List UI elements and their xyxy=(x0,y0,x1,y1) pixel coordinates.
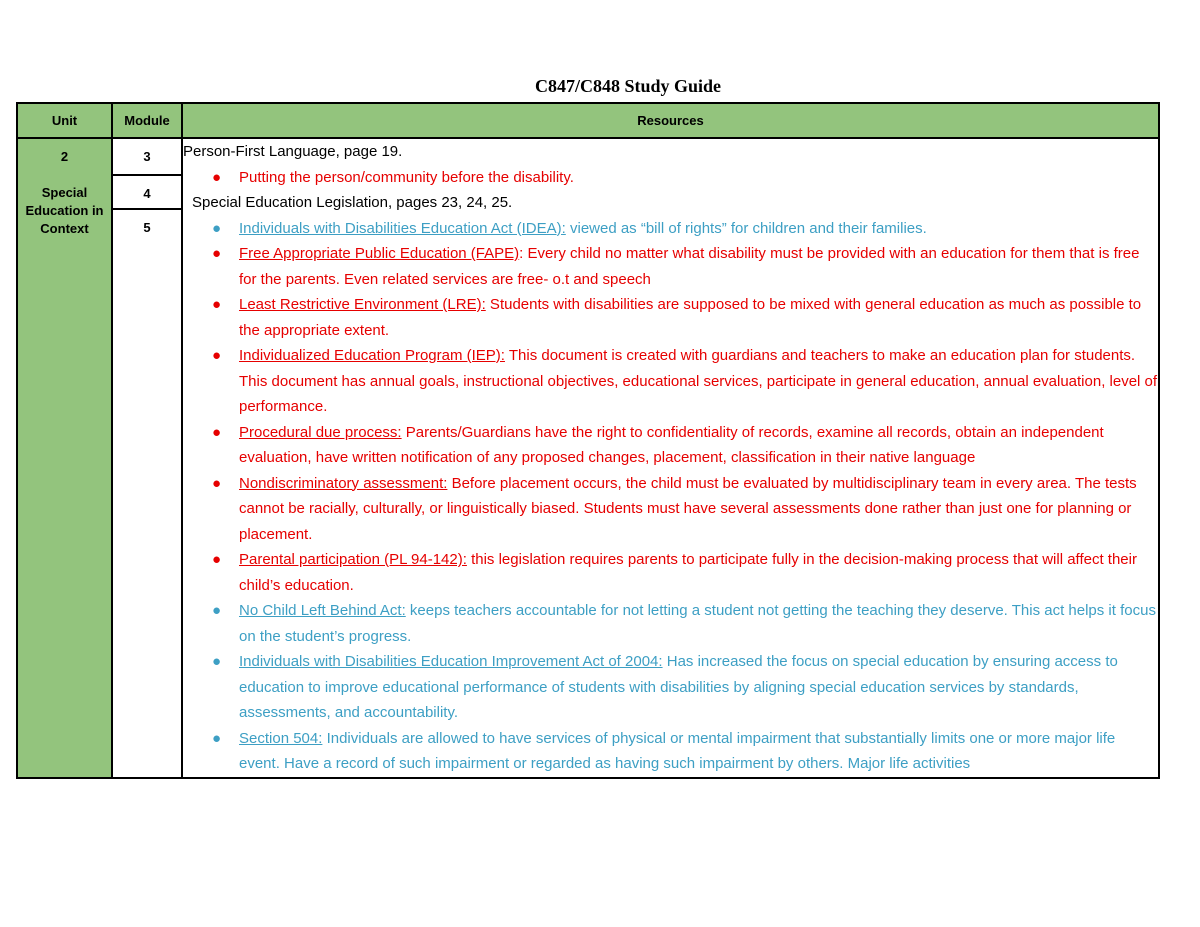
bullet-icon: ● xyxy=(212,551,222,568)
legislation-term: No Child Left Behind Act: xyxy=(239,602,406,619)
bullet-icon: ● xyxy=(212,423,222,441)
bullet-icon: ● xyxy=(212,602,222,619)
legislation-description: This document is created with guardians and teachers to make an education plan for students. This document has annual goals, instructional objectives, educational services, participate in general education, annual evaluation, level of performance. xyxy=(239,347,1158,415)
bullet-icon: ● xyxy=(212,219,222,237)
bullet-icon: ● xyxy=(212,245,222,262)
module-header: Module xyxy=(112,103,182,138)
legislation-term: Individuals with Disabilities Education Act (IDEA): xyxy=(239,219,566,237)
bullet-icon: ● xyxy=(212,729,222,747)
bullet-icon: ● xyxy=(212,474,222,492)
legislation-description: Individuals are allowed to have services of physical or mental impairment that substantially limits one or more major life event. Have a record of such impairment or regarded as having such impairment by others. Major life activities xyxy=(239,729,1116,772)
legislation-description: : Every child no matter what disability must be provided with an education for them that is free for the parents. Even related services are free- o.t and speech xyxy=(239,245,1140,288)
legislation-term: Least Restrictive Environment (LRE): xyxy=(239,296,486,313)
study-guide-table xyxy=(16,102,1160,779)
unit-cell xyxy=(17,138,112,778)
legislation-description: Has increased the focus on special education by ensuring access to education to improve educational performance of students with disabilities by aligning special education services by standards, assessments, and accountability. xyxy=(239,653,1118,721)
legislation-description: keeps teachers accountable for not letting a student not getting the teaching they deserve. This act helps it focus on the student’s progress. xyxy=(239,602,1156,645)
legislation-term: Section 504: xyxy=(239,729,323,747)
legislation-description: Parents/Guardians have the right to confidentiality of records, examine all records, obtain an independent evaluation, have written notification of any proposed changes, placement, classification in their native language xyxy=(239,423,1104,466)
legislation-term: Individualized Education Program (IEP): xyxy=(239,347,505,364)
bullet-icon: ● xyxy=(212,347,222,364)
legislation-description: Before placement occurs, the child must be evaluated by multidisciplinary team in every area. The tests cannot be racially, culturally, or linguistically biased. Students must have several assessments done rather than just one for planning or placement. xyxy=(239,474,1137,543)
document-title: C847/C848 Study Guide xyxy=(534,76,722,96)
legislation-term: Free Appropriate Public Education (FAPE) xyxy=(239,245,520,262)
list-item xyxy=(212,241,1158,292)
resources-header: Resources xyxy=(182,103,1159,138)
module-number: 5 xyxy=(143,220,151,235)
list-item xyxy=(212,547,1158,598)
header-row xyxy=(17,103,1159,138)
unit-header: Unit xyxy=(17,103,112,138)
unit-number: 2 xyxy=(60,149,69,164)
module-number: 3 xyxy=(113,139,181,176)
content-row xyxy=(17,138,1159,778)
list-item xyxy=(212,649,1158,726)
bullet-icon: ● xyxy=(212,296,222,313)
section1-list xyxy=(183,165,1158,191)
legislation-term: Parental participation (PL 94-142): xyxy=(239,551,467,568)
section-heading: Special Education Legislation, pages 23, 24, 25. xyxy=(192,194,513,211)
module-cell xyxy=(112,138,182,778)
list-item xyxy=(212,420,1158,471)
list-item xyxy=(212,471,1158,548)
legislation-list xyxy=(183,216,1158,777)
list-item xyxy=(212,165,1158,191)
legislation-term: Nondiscriminatory assessment: xyxy=(239,474,448,492)
legislation-description: viewed as “bill of rights” for children and their families. xyxy=(565,219,927,237)
list-item xyxy=(212,292,1158,343)
unit-name: Special Education in Context xyxy=(25,185,104,236)
bullet-icon: ● xyxy=(212,168,222,186)
list-item xyxy=(212,726,1158,777)
list-item xyxy=(212,216,1158,242)
item-text: Putting the person/community before the disability. xyxy=(239,168,574,186)
legislation-term: Individuals with Disabilities Education Improvement Act of 2004: xyxy=(239,653,663,670)
list-item xyxy=(212,343,1158,420)
legislation-description: Students with disabilities are supposed to be mixed with general education as much as possible to the appropriate extent. xyxy=(239,296,1142,339)
legislation-term: Procedural due process: xyxy=(239,423,402,441)
resources-cell xyxy=(182,138,1159,778)
section-heading: Person-First Language, page 19. xyxy=(183,143,403,160)
module-number: 4 xyxy=(113,176,181,210)
legislation-description: this legislation requires parents to participate fully in the decision-making process that will affect their child’s education. xyxy=(239,551,1137,594)
bullet-icon: ● xyxy=(212,653,222,670)
list-item xyxy=(212,598,1158,649)
